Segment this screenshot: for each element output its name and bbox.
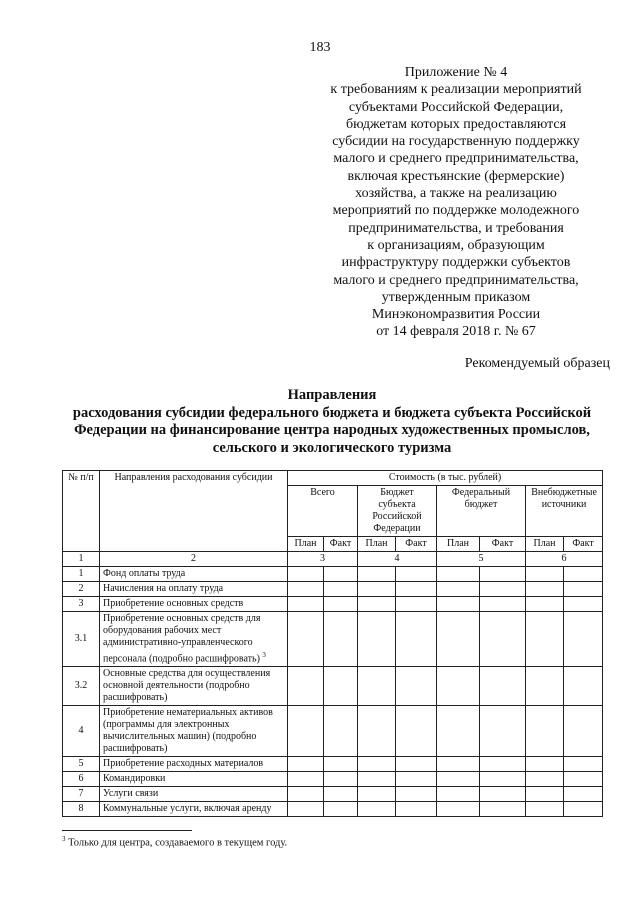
- value-cell: [324, 612, 358, 667]
- header-plan: План: [437, 537, 480, 552]
- row-direction: [100, 582, 288, 597]
- header-federal-budget: Федеральный бюджет: [437, 486, 526, 537]
- header-fact: Факт: [324, 537, 358, 552]
- table-row: [63, 802, 603, 817]
- row-direction: [100, 706, 288, 757]
- appendix-line: инфраструктуру поддержки субъектов: [341, 255, 571, 271]
- value-cell: [358, 772, 396, 787]
- value-cell: [564, 597, 603, 612]
- value-cell: [480, 787, 526, 802]
- title-line: сельского и экологического туризма: [212, 439, 452, 456]
- value-cell: [358, 802, 396, 817]
- value-cell: [480, 706, 526, 757]
- appendix-line: утвержденным приказом: [381, 289, 531, 305]
- appendix-line: предпринимательства, и требования: [348, 220, 564, 236]
- value-cell: [324, 772, 358, 787]
- row-number: 5: [63, 757, 100, 772]
- value-cell: [564, 772, 603, 787]
- footnote-separator: [62, 830, 192, 831]
- value-cell: [564, 706, 603, 757]
- row-direction-text: Приобретение основных средств: [103, 598, 244, 609]
- value-cell: [480, 757, 526, 772]
- value-cell: [526, 772, 564, 787]
- page-number: 183: [309, 40, 331, 55]
- row-number: 3.2: [63, 667, 100, 706]
- value-cell: [564, 582, 603, 597]
- row-direction: [100, 667, 288, 706]
- value-cell: [396, 667, 437, 706]
- value-cell: [480, 772, 526, 787]
- row-direction: [100, 612, 288, 667]
- header-fact: Факт: [564, 537, 603, 552]
- value-cell: [288, 757, 324, 772]
- value-cell: [324, 582, 358, 597]
- value-cell: [288, 597, 324, 612]
- value-cell: [437, 787, 480, 802]
- header-cost: Стоимость (в тыс. рублей): [288, 471, 603, 486]
- row-direction-text: Приобретение основных средств для оборудования рабочих мест административно-управленческого персонала (подробно расшифровать): [103, 613, 261, 665]
- value-cell: [480, 802, 526, 817]
- column-number-row: [63, 552, 603, 567]
- value-cell: [288, 582, 324, 597]
- table-row: [63, 706, 603, 757]
- value-cell: [480, 667, 526, 706]
- value-cell: [526, 597, 564, 612]
- appendix-line: субъектами Российской Федерации,: [348, 99, 564, 115]
- value-cell: [324, 757, 358, 772]
- value-cell: [437, 612, 480, 667]
- appendix-line: бюджетам которых предоставляются: [345, 116, 567, 132]
- value-cell: [564, 787, 603, 802]
- value-cell: [526, 787, 564, 802]
- row-direction-text: Коммунальные услуги, включая аренду: [103, 803, 272, 815]
- appendix-line: малого и среднего предпринимательства,: [333, 272, 579, 288]
- table-row: [63, 772, 603, 787]
- value-cell: [564, 567, 603, 582]
- value-cell: [358, 787, 396, 802]
- table-row: [63, 667, 603, 706]
- table-body: [63, 567, 603, 817]
- appendix-title: Приложение № 4: [404, 65, 508, 80]
- value-cell: [437, 757, 480, 772]
- value-cell: [396, 706, 437, 757]
- value-cell: [324, 802, 358, 817]
- header-fact: Факт: [480, 537, 526, 552]
- appendix-line: малого и среднего предпринимательства,: [333, 151, 579, 167]
- appendix-line: включая крестьянские (фермерские): [347, 168, 565, 184]
- row-number: 7: [63, 787, 100, 802]
- value-cell: [526, 582, 564, 597]
- title-line: расходования субсидии федерального бюджета и бюджета субъекта Российской: [72, 404, 592, 421]
- value-cell: [526, 802, 564, 817]
- value-cell: [324, 706, 358, 757]
- table-row: [63, 567, 603, 582]
- subsidy-directions-table: [62, 470, 603, 817]
- row-direction-text: Начисления на оплату труда: [103, 583, 224, 594]
- value-cell: [396, 597, 437, 612]
- value-cell: [396, 787, 437, 802]
- row-direction-text: Основные средства для осуществления основной деятельности (подробно расшифровать): [103, 668, 271, 704]
- value-cell: [437, 706, 480, 757]
- table-row: [63, 612, 603, 667]
- value-cell: [564, 802, 603, 817]
- value-cell: [396, 612, 437, 667]
- header-fact: Факт: [396, 537, 437, 552]
- header-row: [63, 471, 603, 486]
- row-number: 8: [63, 802, 100, 817]
- row-direction-text: Приобретение расходных материалов: [103, 758, 264, 770]
- value-cell: [564, 757, 603, 772]
- table-row: [63, 582, 603, 597]
- header-num: № п/п: [63, 471, 100, 552]
- appendix-line: мероприятий по поддержке молодежного: [332, 203, 580, 219]
- value-cell: [526, 706, 564, 757]
- value-cell: [288, 772, 324, 787]
- column-number: 5: [437, 552, 526, 567]
- footnote-ref: 3: [262, 651, 266, 659]
- row-direction-text: Фонд оплаты труда: [103, 568, 186, 579]
- value-cell: [437, 597, 480, 612]
- row-direction: [100, 772, 288, 787]
- column-number: 1: [63, 552, 100, 567]
- footnote-text: Только для центра, создаваемого в текущем году.: [68, 837, 288, 849]
- value-cell: [324, 667, 358, 706]
- value-cell: [288, 612, 324, 667]
- value-cell: [358, 612, 396, 667]
- value-cell: [437, 802, 480, 817]
- value-cell: [564, 667, 603, 706]
- column-number: 6: [526, 552, 603, 567]
- header-regional-budget: Бюджет субъекта Российской Федерации: [358, 486, 437, 537]
- row-number: 4: [63, 706, 100, 757]
- value-cell: [396, 772, 437, 787]
- appendix-line: субсидии на государственную поддержку: [332, 134, 580, 150]
- footnote: [62, 835, 287, 849]
- appendix-line: Минэкономразвития России: [371, 307, 541, 323]
- value-cell: [288, 802, 324, 817]
- header-plan: План: [526, 537, 564, 552]
- row-direction: [100, 757, 288, 772]
- row-number: 2: [63, 582, 100, 597]
- value-cell: [288, 567, 324, 582]
- value-cell: [396, 757, 437, 772]
- row-direction: [100, 597, 288, 612]
- value-cell: [358, 597, 396, 612]
- value-cell: [288, 667, 324, 706]
- header-plan: План: [358, 537, 396, 552]
- value-cell: [526, 667, 564, 706]
- row-direction: [100, 787, 288, 802]
- footnote-mark: 3: [62, 835, 66, 843]
- value-cell: [437, 582, 480, 597]
- value-cell: [324, 597, 358, 612]
- table-row: [63, 787, 603, 802]
- value-cell: [288, 787, 324, 802]
- value-cell: [526, 612, 564, 667]
- row-direction-text: Командировки: [103, 773, 166, 785]
- header-extrabudgetary: Внебюджетные источники: [526, 486, 603, 537]
- value-cell: [358, 567, 396, 582]
- column-number: 4: [358, 552, 437, 567]
- appendix-line: хозяйства, а также на реализацию: [355, 186, 557, 202]
- value-cell: [564, 612, 603, 667]
- value-cell: [396, 802, 437, 817]
- row-number: 3.1: [63, 612, 100, 667]
- value-cell: [526, 567, 564, 582]
- value-cell: [396, 567, 437, 582]
- appendix-line: от 14 февраля 2018 г. № 67: [376, 324, 536, 340]
- title-line: Направления: [287, 387, 377, 403]
- column-number: 2: [100, 552, 288, 567]
- value-cell: [480, 567, 526, 582]
- value-cell: [358, 582, 396, 597]
- row-number: 6: [63, 772, 100, 787]
- header-total: Всего: [288, 486, 358, 537]
- value-cell: [437, 667, 480, 706]
- value-cell: [396, 582, 437, 597]
- row-number: 1: [63, 567, 100, 582]
- value-cell: [480, 612, 526, 667]
- value-cell: [358, 706, 396, 757]
- appendix-block: [300, 64, 612, 341]
- row-direction-text: Приобретение нематериальных активов (программы для электронных вычислительных машин) (подробно расшифровать): [103, 707, 273, 755]
- document-title: [40, 387, 624, 457]
- sample-label: Рекомендуемый образец: [464, 356, 610, 371]
- row-direction: [100, 567, 288, 582]
- value-cell: [324, 567, 358, 582]
- table-row: [63, 757, 603, 772]
- appendix-line: к требованиям к реализации мероприятий: [330, 82, 582, 98]
- table-row: [63, 597, 603, 612]
- value-cell: [358, 667, 396, 706]
- header-direction: Направления расходования субсидии: [100, 471, 288, 552]
- value-cell: [437, 567, 480, 582]
- title-line: Федерации на финансирование центра народных художественных промыслов,: [74, 422, 590, 438]
- appendix-line: к организациям, образующим: [367, 237, 545, 253]
- row-direction-text: Услуги связи: [103, 788, 159, 800]
- value-cell: [480, 582, 526, 597]
- value-cell: [437, 772, 480, 787]
- value-cell: [358, 757, 396, 772]
- value-cell: [288, 706, 324, 757]
- column-number: 3: [288, 552, 358, 567]
- row-direction: [100, 802, 288, 817]
- value-cell: [526, 757, 564, 772]
- value-cell: [480, 597, 526, 612]
- row-number: 3: [63, 597, 100, 612]
- value-cell: [324, 787, 358, 802]
- header-plan: План: [288, 537, 324, 552]
